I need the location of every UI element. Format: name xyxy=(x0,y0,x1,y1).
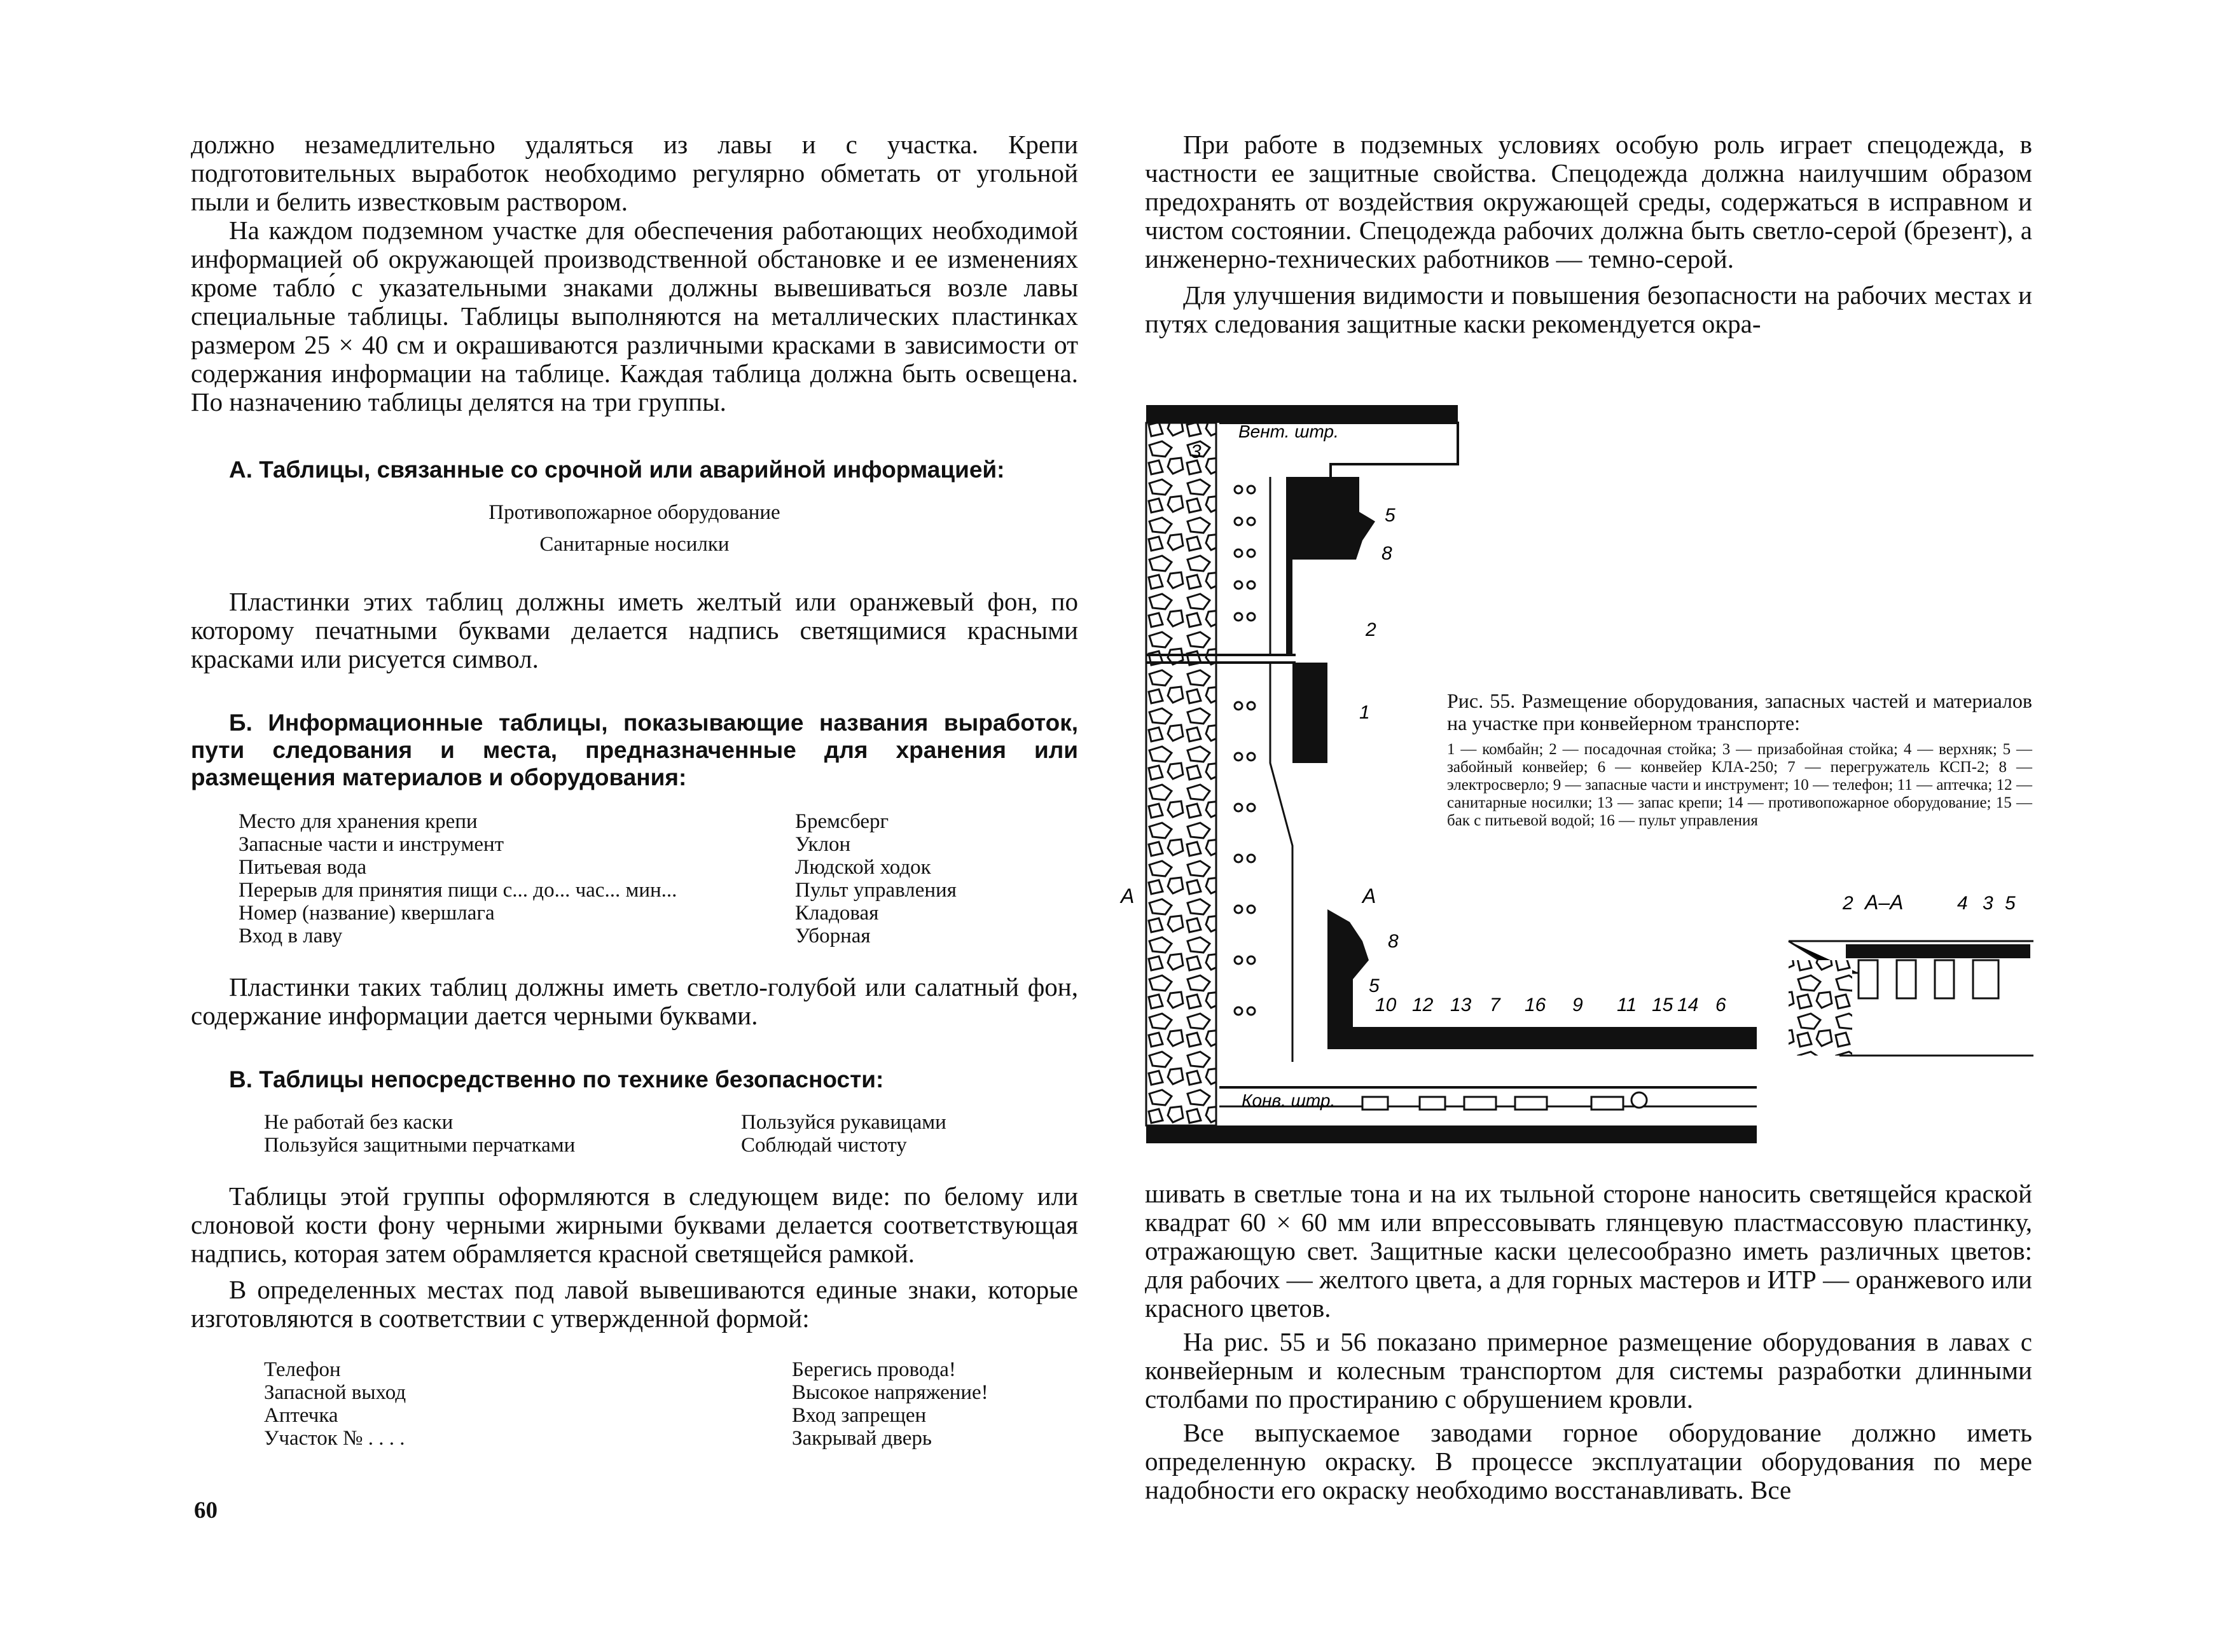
list-item: Пользуйся защитными перчатками xyxy=(264,1134,576,1157)
list-item: Закрывай дверь xyxy=(792,1427,932,1450)
paragraph: шивать в светлые тона и на их тыльной стороне наносить светящейся краской квадрат 60 × 60 мм или впрессовывать глянцевую пластмассовую пластинку, отражающую свет. Защитные каски целесообразно иметь различных цветов: для рабочих — желтого цвета, а для горных мастеров и ИТР — оранжевого или красного цветов. xyxy=(1145,1179,2032,1323)
label-a-right: А xyxy=(1362,885,1376,907)
list-item: Перерыв для принятия пищи с... до... час... мин... xyxy=(239,879,677,902)
page-number: 60 xyxy=(194,1497,218,1524)
list-item: Телефон xyxy=(264,1358,341,1381)
callout-5: 5 xyxy=(1385,505,1395,526)
label-section: А–А xyxy=(1865,891,1904,914)
list-item: Пользуйся рукавицами xyxy=(741,1111,946,1134)
section-heading-a: А. Таблицы, связанные со срочной или аварийной информацией: xyxy=(229,457,1005,483)
caption-legend: 1 — комбайн; 2 — посадочная стойка; 3 — призабойная стойка; 4 — верхняк; 5 — забойный конвейер; 6 — конвейер КЛА-250; 7 — перегружатель КСП-2; 8 — электросверло; 9 — запасные части и инструмент; 10 — телефон; 11 — аптечка; 12 — санитарные носилки; 13 — запас крепи; 14 — противопожарное оборудование; 15 — бак с питьевой водой; 16 — пульт управления xyxy=(1447,741,2032,829)
list-item: Участок № . . . . xyxy=(264,1427,405,1450)
callout-5: 5 xyxy=(1369,975,1380,996)
left-column xyxy=(191,130,1078,1450)
section-heading-b: Б. Информационные таблицы, показывающие названия выработок, пути следования и места, предназначенные для хранения или размещения материалов и оборудования: xyxy=(191,710,1078,790)
list-item: Вход запрещен xyxy=(792,1404,927,1427)
callout-9: 9 xyxy=(1572,995,1583,1015)
paragraph: На рис. 55 и 56 показано примерное размещение оборудования в лавах с конвейерным и колесным транспортом для системы разработки длинными столбами по простиранию с обрушением кровли. xyxy=(1145,1327,2032,1414)
list-a-item: Противопожарное оборудование xyxy=(488,501,780,524)
label-conveyor-drift: Конв. штр. xyxy=(1242,1091,1336,1110)
list-item: Высокое напряжение! xyxy=(792,1381,988,1404)
paragraph: Таблицы этой группы оформляются в следующем виде: по белому или слоновой кости фону черными жирными буквами делается соответствующая надпись, которая затем обрамляется красной светящейся рамкой. xyxy=(191,1181,1078,1268)
list-item: Кладовая xyxy=(795,902,879,925)
list-item: Людской ходок xyxy=(795,856,931,879)
callout-3: 3 xyxy=(1191,441,1201,462)
paragraph: Пластинки таких таблиц должны иметь светло-голубой или салатный фон, содержание информации дается черными буквами. xyxy=(191,972,1078,1030)
callout-14: 14 xyxy=(1677,995,1699,1015)
list-item: Пульт управления xyxy=(795,879,957,902)
list-a-item: Санитарные носилки xyxy=(539,533,730,556)
callout-5: 5 xyxy=(2005,893,2016,914)
paragraph: При работе в подземных условиях особую роль играет спецодежда, в частности ее защитные свойства. Спецодежда должна наилучшим образом предохранять от воздействия окружающей среды, содержаться в исправном и чистом состоянии. Спецодежда рабочих должна быть светло-серой (брезент), а инженерно-технических работников — темно-серой. xyxy=(1145,130,2032,273)
callout-8: 8 xyxy=(1382,543,1392,564)
list-item: Уклон xyxy=(795,833,851,856)
callout-12: 12 xyxy=(1412,995,1434,1015)
callout-7: 7 xyxy=(1490,995,1500,1015)
label-a-left: А xyxy=(1121,885,1135,907)
callout-2: 2 xyxy=(1843,893,1853,914)
paragraph: Пластинки этих таблиц должны иметь желтый или оранжевый фон, по которому печатными буквами делается надпись светящимися красными красками или рисуется символ. xyxy=(191,587,1078,673)
callout-3: 3 xyxy=(1983,893,1993,914)
list-item: Соблюдай чистоту xyxy=(741,1134,907,1157)
callout-6: 6 xyxy=(1715,995,1726,1015)
right-column-lower xyxy=(1145,1180,2032,1504)
list-d xyxy=(191,1358,1078,1450)
list-b xyxy=(191,810,1078,947)
list-item: Запасной выход xyxy=(264,1381,406,1404)
list-item: Берегись провода! xyxy=(792,1358,956,1381)
caption-title: Рис. 55. Размещение оборудования, запасных частей и материалов на участке при конвейерном транспорте: xyxy=(1447,689,2032,734)
paragraph: должно незамедлительно удаляться из лавы и с участка. Крепи подготовительных выработок необходимо регулярно обметать от угольной пыли и белить известковым раствором. xyxy=(191,130,1078,216)
callout-8: 8 xyxy=(1388,931,1399,952)
list-item: Уборная xyxy=(795,925,871,947)
callout-16: 16 xyxy=(1525,995,1546,1015)
list-item: Номер (название) квершлага xyxy=(239,902,495,925)
callout-10: 10 xyxy=(1375,995,1397,1015)
list-c xyxy=(191,1111,1078,1157)
paragraph: На каждом подземном участке для обеспечения работающих необходимой информацией об окружающей производственной обстановке и ее изменениях кроме табло́ с указательными знаками должны вывешиваться возле лавы специальные таблицы. Таблицы выполняются на металлических пластинках размером 25 × 40 см и окрашиваются различными красками в зависимости от содержания информации на таблице. Каждая таблица должна быть освещена. По назначению таблицы делятся на три группы. xyxy=(191,216,1078,416)
right-column xyxy=(1145,130,2032,338)
list-item: Не работай без каски xyxy=(264,1111,454,1134)
callout-4: 4 xyxy=(1957,893,1968,914)
list-item: Питьевая вода xyxy=(239,856,367,879)
list-item: Запасные части и инструмент xyxy=(239,833,504,856)
section-heading-c: В. Таблицы непосредственно по технике безопасности: xyxy=(229,1066,884,1092)
paragraph: Для улучшения видимости и повышения безопасности на рабочих местах и путях следования защитные каски рекомендуется окра- xyxy=(1145,280,2032,338)
list-item: Бремсберг xyxy=(795,810,889,833)
callout-11: 11 xyxy=(1617,995,1637,1015)
list-item: Аптечка xyxy=(264,1404,338,1427)
paragraph: В определенных местах под лавой вывешиваются единые знаки, которые изготовляются в соответствии с утвержденной формой: xyxy=(191,1275,1078,1333)
callout-1: 1 xyxy=(1359,702,1370,723)
callout-15: 15 xyxy=(1652,995,1673,1015)
paragraph: Все выпускаемое заводами горное оборудование должно иметь определенную окраску. В процессе эксплуатации оборудования по мере надобности его окраску необходимо восстанавливать. Все xyxy=(1145,1418,2032,1504)
callout-2: 2 xyxy=(1366,619,1376,640)
list-item: Вход в лаву xyxy=(239,925,343,947)
label-vent-drift: Вент. штр. xyxy=(1238,422,1339,441)
figure-caption xyxy=(1447,690,2032,830)
callout-13: 13 xyxy=(1450,995,1472,1015)
list-item: Место для хранения крепи xyxy=(239,810,478,833)
